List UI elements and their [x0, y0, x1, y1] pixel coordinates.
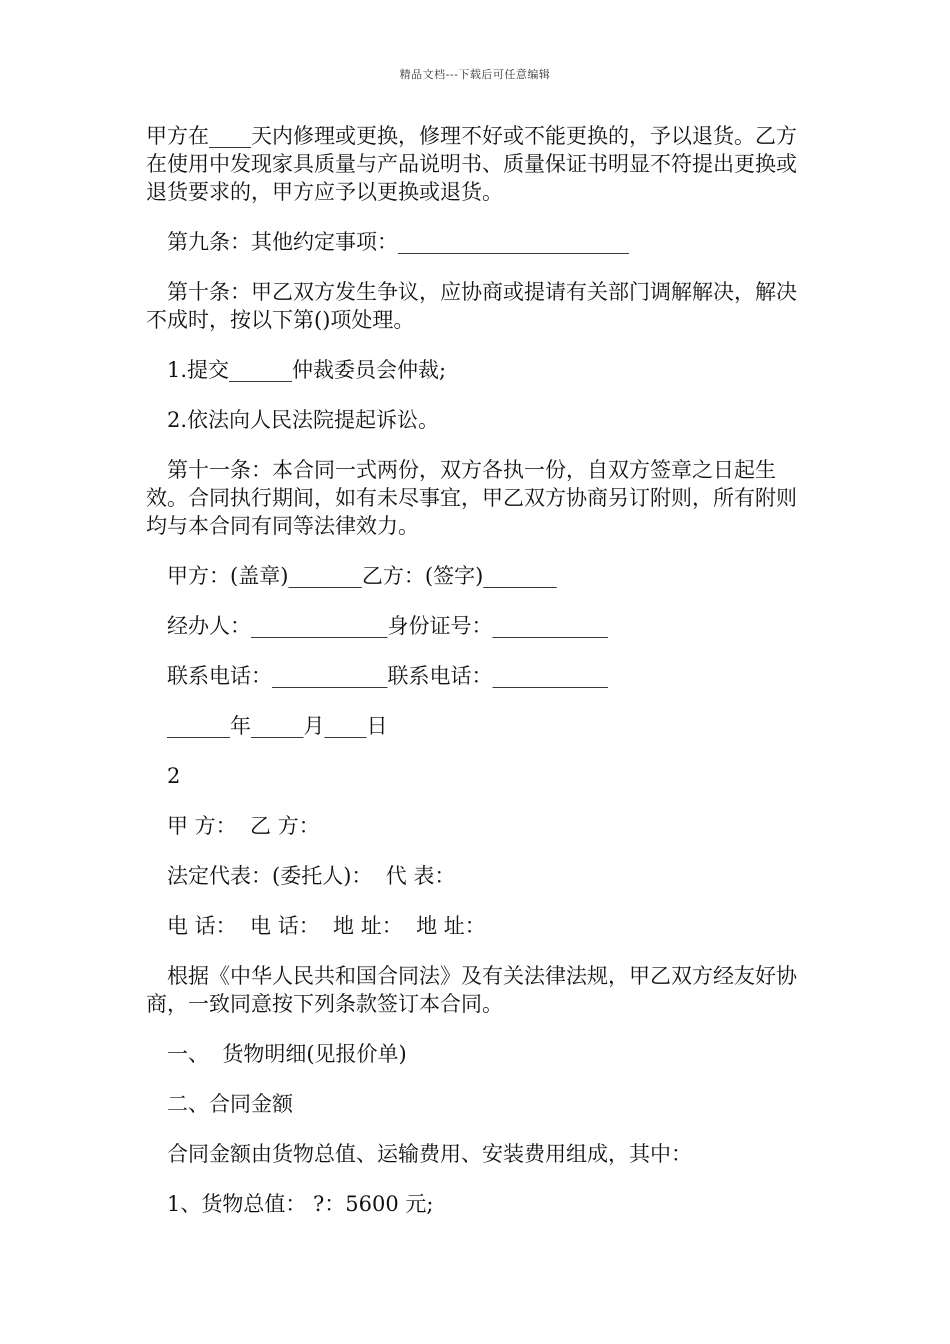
parties-header: 甲 方： 乙 方： — [167, 814, 320, 838]
signature-phones: 联系电话：___________联系电话：___________ — [167, 664, 608, 688]
paragraph-preamble: 根据《中华人民共和国合同法》及有关法律法规，甲乙双方经友好协商，一致同意按下列条款签订本合同。 — [146, 964, 797, 1016]
paragraph-article-10: 第十条：甲乙双方发生争议，应协商或提请有关部门调解解决，解决不成时，按以下第()项处理。 — [146, 280, 797, 332]
section-contract-amount: 二、合同金额 — [167, 1092, 293, 1116]
signature-parties: 甲方：(盖章)_______乙方：(签字)_______ — [167, 564, 557, 588]
paragraph-amount-composition: 合同金额由货物总值、运输费用、安装费用组成，其中： — [167, 1142, 692, 1166]
paragraph-option-arbitration: 1.提交______仲裁委员会仲裁; — [167, 358, 447, 382]
legal-representative: 法定代表：(委托人)： 代 表： — [167, 864, 456, 888]
paragraph-article-11: 第十一条：本合同一式两份，双方各执一份，自双方签章之日起生效。合同执行期间，如有未尽事宜，甲乙双方协商另订附则，所有附则均与本合同有同等法律效力。 — [146, 458, 797, 538]
paragraph-article-9: 第九条：其他约定事项：______________________ — [167, 230, 629, 254]
paragraph-goods-total: 1、货物总值： ?：5600 元; — [167, 1192, 434, 1216]
page-number: 2 — [167, 764, 181, 788]
paragraph-option-court: 2.依法向人民法院提起诉讼。 — [167, 408, 440, 432]
document-body — [146, 122, 816, 1218]
section-goods-detail: 一、 货物明细(见报价单) — [167, 1042, 407, 1066]
signature-date: ______年_____月____日 — [167, 714, 388, 738]
paragraph-return-policy: 甲方在____天内修理或更换，修理不好或不能更换的，予以退货。乙方在使用中发现家具质量与产品说明书、质量保证书明显不符提出更换或退货要求的，甲方应予以更换或退货。 — [146, 124, 797, 204]
contact-info: 电 话： 电 话： 地 址： 地 址： — [167, 914, 486, 938]
signature-handler: 经办人：_____________身份证号：___________ — [167, 614, 608, 638]
page-header: 精品文档---下载后可任意编辑 — [399, 68, 551, 81]
